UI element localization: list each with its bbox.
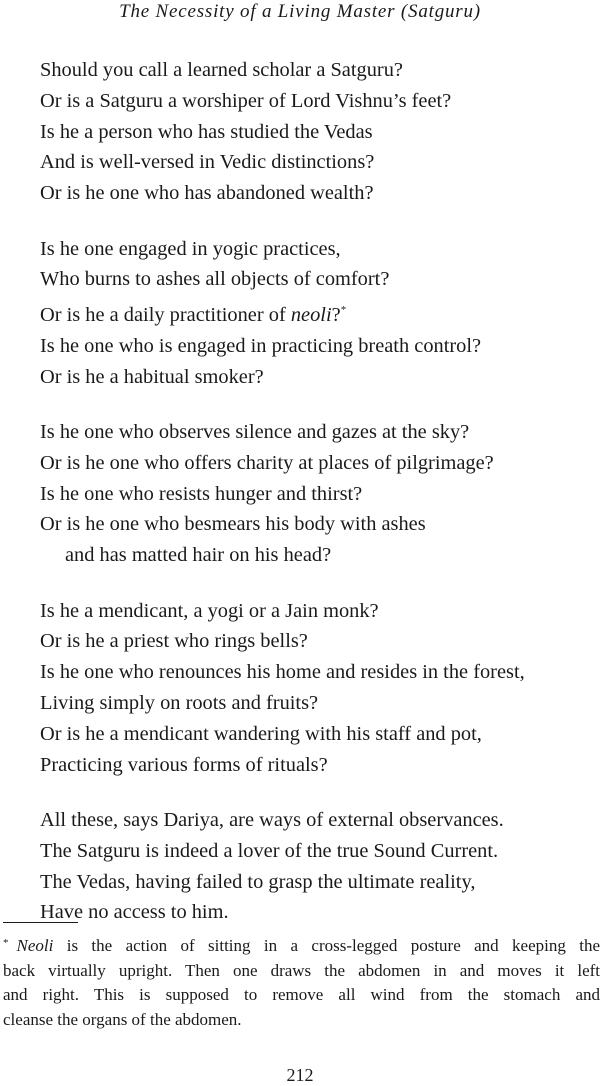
poem-line: All these, says Dariya, are ways of external observances. [40, 808, 504, 831]
poem-line: Or is he a habitual smoker? [40, 365, 264, 388]
poem-line: Have no access to him. [40, 901, 229, 924]
poem-line: Living simply on roots and fruits? [40, 691, 319, 714]
poem-line: Practicing various forms of rituals? [40, 753, 328, 776]
footnote-line: cleanse the organs of the abdomen. [3, 1009, 242, 1029]
stanza-4 [40, 596, 595, 781]
footnote-line: and right. This is supposed to remove all wind from the stomach and [3, 985, 600, 1004]
poem-line: Or is he one who besmears his body with ashes [40, 513, 426, 536]
poem-line: And is well-versed in Vedic distinctions? [40, 151, 375, 174]
poem-line: The Satguru is indeed a lover of the true Sound Current. [40, 839, 499, 862]
poem-line: Who burns to ashes all objects of comfort? [40, 268, 390, 291]
stanza-5 [40, 805, 595, 928]
poem-line: Is he one who renounces his home and resides in the forest, [40, 661, 525, 684]
poem-line: Is he a person who has studied the Vedas [40, 120, 373, 143]
poem-line: Is he one who resists hunger and thirst? [40, 482, 363, 505]
stanza-2 [40, 234, 595, 393]
footnote-line [3, 931, 600, 959]
poem-line: Should you call a learned scholar a Satguru? [40, 59, 403, 81]
poem-line: Or is he a priest who rings bells? [40, 630, 308, 653]
poem-line: Is he a mendicant, a yogi or a Jain monk? [40, 599, 379, 622]
poem-line-continuation: and has matted hair on his head? [65, 544, 332, 567]
poem-line: Is he one who is engaged in practicing breath control? [40, 334, 482, 357]
poem-line: Or is he one who offers charity at places of pilgrimage? [40, 451, 494, 474]
footnote-term: Neoli [16, 936, 54, 955]
poem-line: The Vedas, having failed to grasp the ultimate reality, [40, 870, 476, 893]
poem-line: Or is he one who has abandoned wealth? [40, 182, 374, 205]
neoli-term: neoli [290, 303, 332, 326]
stanza-3 [40, 417, 595, 571]
footnote-line: back virtually upright. Then one draws the abdomen in and moves it left [3, 960, 600, 980]
footnote [3, 931, 600, 1032]
line-text: Or is he a daily practitioner of [40, 303, 291, 326]
footnote-divider [3, 922, 78, 923]
footnote-mark: * [3, 937, 9, 949]
poem-line-with-footnote-ref [40, 295, 595, 331]
poem-line: Or is he a mendicant wandering with his staff and pot, [40, 722, 482, 745]
page-number: 212 [286, 1065, 314, 1085]
running-head: The Necessity of a Living Master (Satguru) [119, 1, 481, 22]
poem [40, 55, 595, 953]
footnote-reference-mark[interactable]: * [340, 304, 347, 317]
stanza-1 [40, 55, 595, 209]
poem-line: Or is a Satguru a worshiper of Lord Vishnu’s feet? [40, 89, 452, 112]
line-punctuation: ? [331, 303, 341, 326]
footnote-text: is the action of sitting in a cross-legged posture and keeping the [53, 936, 600, 955]
poem-line: Is he one who observes silence and gazes at the sky? [40, 420, 470, 443]
poem-line: Is he one engaged in yogic practices, [40, 237, 341, 260]
